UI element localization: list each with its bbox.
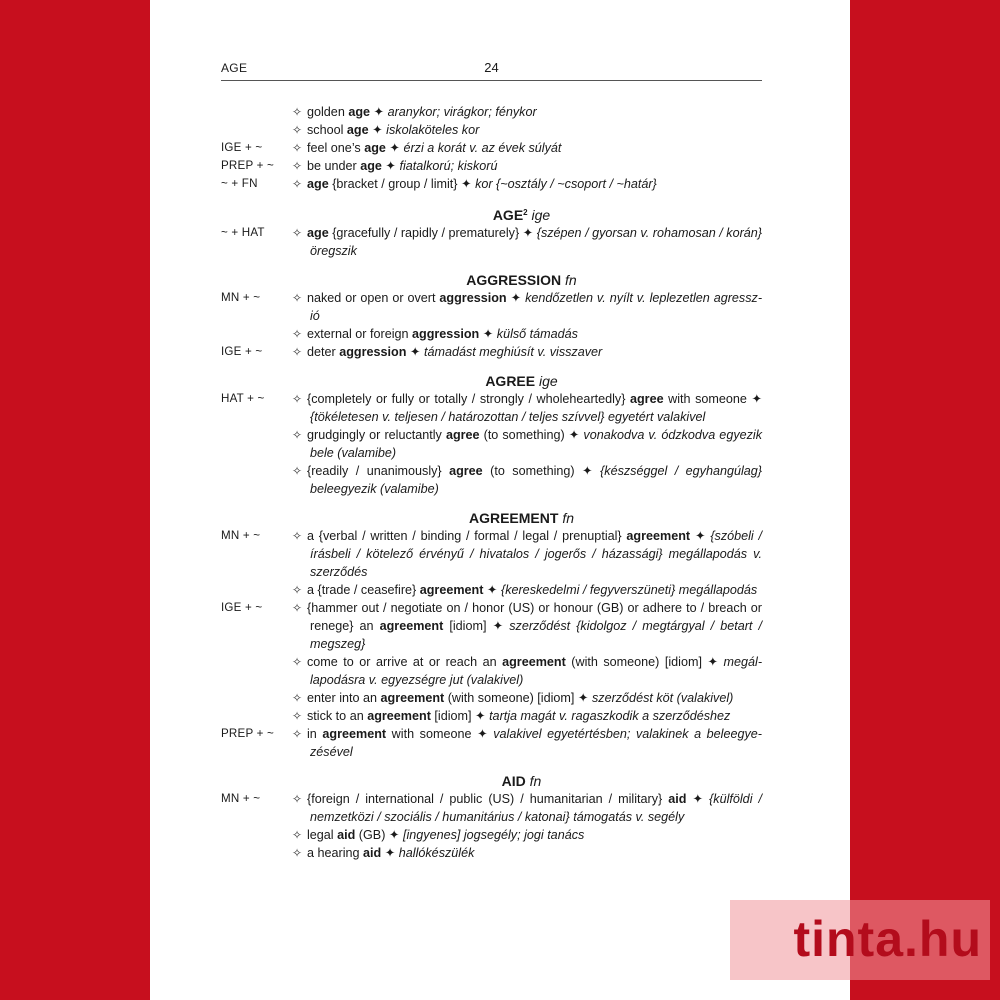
- diamond-bullet-icon: ✧: [292, 327, 303, 341]
- entry-row: [221, 725, 762, 761]
- entry-text: ✧ in agreement with someone ✦ valakivel egyetértésben; valakinek a beleegyezésével: [292, 727, 762, 759]
- headword-text: AGE: [492, 207, 524, 223]
- grammar-label: MN + ~: [221, 291, 261, 304]
- entry-text: ✧ school age ✦ iskolaköteles kor: [292, 123, 480, 137]
- entry-text: ✧ {readily / unanimously} agree (to something) ✦ {készséggel / egyhangúlag} beleegyezik (valamibe): [292, 464, 763, 496]
- grammar-label: PREP + ~: [221, 159, 274, 172]
- entry-row: [221, 707, 762, 725]
- entry-text: ✧ feel one’s age ✦ érzi a korát v. az évek súlyát: [292, 141, 562, 155]
- entry-row: [221, 390, 762, 426]
- entry-row: [221, 844, 762, 862]
- diamond-bullet-icon: ✧: [292, 345, 303, 359]
- grammar-label: ~ + FN: [221, 177, 258, 190]
- entry-row: [221, 289, 762, 325]
- headword-text: AGREEMENT: [468, 510, 559, 526]
- diamond-bullet-icon: ✧: [292, 291, 303, 305]
- entry-text: ✧ {hammer out / negotiate on / honor (US) or honour (GB) or adhere to / breach or renege} an agreement [idiom] ✦ szerződést {kidolgoz / megtárgyal / betart / megszeg}: [292, 601, 763, 651]
- grammar-label: PREP + ~: [221, 727, 274, 740]
- dictionary-page: [150, 0, 850, 1000]
- entry-row: [221, 121, 762, 139]
- entry-text: ✧ external or foreign aggression ✦ külső támadás: [292, 327, 578, 341]
- entry-row: [221, 175, 762, 193]
- entry-text: ✧ be under age ✦ fiatalkorú; kiskorú: [292, 159, 498, 173]
- grammar-label: IGE + ~: [221, 601, 263, 614]
- entry-text: ✧ deter aggression ✦ támadást meghiúsít v. visszaver: [292, 345, 603, 359]
- entry-row: [221, 343, 762, 361]
- page-number: 24: [484, 60, 499, 75]
- grammar-label: MN + ~: [221, 792, 261, 805]
- diamond-bullet-icon: ✧: [292, 123, 303, 137]
- entry-row: [221, 790, 762, 826]
- entry-text: ✧ a {trade / ceasefire} agreement ✦ {kereskedelmi / fegyverszüneti} megállapodás: [292, 583, 758, 597]
- grammar-label: MN + ~: [221, 529, 261, 542]
- diamond-bullet-icon: ✧: [292, 177, 303, 191]
- headword-aggression: [221, 271, 762, 289]
- diamond-bullet-icon: ✧: [292, 655, 303, 669]
- entry-group: [221, 103, 762, 193]
- entry-row: [221, 139, 762, 157]
- entry-row: [221, 826, 762, 844]
- headword-text: AGGRESSION: [466, 272, 562, 288]
- diamond-bullet-icon: ✧: [292, 691, 303, 705]
- entry-text: ✧ a {verbal / written / binding / formal / legal / prenuptial} agreement ✦ {szóbeli / írásbeli / kötelező érvényű / hivatalos / jogerős / házassági} megállapodás v. szerződés: [292, 529, 763, 579]
- entry-text: ✧ a hearing aid ✦ hallókészülék: [292, 846, 475, 860]
- entry-row: [221, 103, 762, 121]
- diamond-bullet-icon: ✧: [292, 828, 303, 842]
- diamond-bullet-icon: ✧: [292, 428, 303, 442]
- entry-group: [221, 790, 762, 862]
- diamond-bullet-icon: ✧: [292, 392, 303, 406]
- entry-group: [221, 527, 762, 761]
- entry-text: ✧ age {bracket / group / limit} ✦ kor {~osztály / ~csoport / ~határ}: [292, 177, 657, 191]
- watermark-text: tinta.hu: [793, 911, 982, 967]
- grammar-label: IGE + ~: [221, 141, 263, 154]
- entry-row: [221, 599, 762, 653]
- entry-group: [221, 224, 762, 260]
- diamond-bullet-icon: ✧: [292, 464, 303, 478]
- headword-agreement: [221, 509, 762, 527]
- entry-row: [221, 157, 762, 175]
- headword-aid: [221, 772, 762, 790]
- entry-group: [221, 390, 762, 498]
- entry-row: [221, 325, 762, 343]
- entry-row: [221, 462, 762, 498]
- diamond-bullet-icon: ✧: [292, 846, 303, 860]
- entry-row: [221, 689, 762, 707]
- entry-text: ✧ enter into an agreement (with someone) [idiom] ✦ szerződést köt (valakivel): [292, 691, 734, 705]
- dictionary-content: [221, 103, 762, 862]
- diamond-bullet-icon: ✧: [292, 583, 303, 597]
- entry-text: ✧ stick to an agreement [idiom] ✦ tartja magát v. ragaszkodik a szerződéshez: [292, 709, 731, 723]
- grammar-label: ~ + HAT: [221, 226, 265, 239]
- diamond-bullet-icon: ✧: [292, 792, 303, 806]
- part-of-speech: fn: [529, 773, 542, 789]
- diamond-bullet-icon: ✧: [292, 601, 303, 615]
- entry-text: ✧ legal aid (GB) ✦ [ingyenes] jogsegély; jogi tanács: [292, 828, 585, 842]
- entry-text: ✧ {completely or fully or totally / strongly / wholeheartedly} agree with someone ✦ {tökéletesen v. teljesen / határozottan / teljes szívvel} egyetért valakivel: [292, 392, 762, 424]
- headword-text: AGREE: [485, 373, 536, 389]
- headword-superscript: 2: [523, 208, 528, 217]
- entry-text: ✧ golden age ✦ aranykor; virágkor; fénykor: [292, 105, 537, 119]
- diamond-bullet-icon: ✧: [292, 529, 303, 543]
- running-head: [221, 60, 762, 81]
- entry-text: ✧ naked or open or overt aggression ✦ kendőzetlen v. nyílt v. leplezetlen agresszió: [292, 291, 763, 323]
- entry-row: [221, 581, 762, 599]
- headword-text: AID: [501, 773, 526, 789]
- part-of-speech: ige: [539, 373, 558, 389]
- diamond-bullet-icon: ✧: [292, 226, 303, 240]
- diamond-bullet-icon: ✧: [292, 159, 303, 173]
- entry-row: [221, 224, 762, 260]
- entry-row: [221, 426, 762, 462]
- grammar-label: HAT + ~: [221, 392, 265, 405]
- diamond-bullet-icon: ✧: [292, 709, 303, 723]
- entry-text: ✧ age {gracefully / rapidly / prematurely} ✦ {szépen / gyorsan v. rohamosan / korán} öregszik: [292, 226, 763, 258]
- entry-text: ✧ grudgingly or reluctantly agree (to something) ✦ vonakodva v. ódzkodva egyezik bele (valamibe): [292, 428, 763, 460]
- entry-text: ✧ {foreign / international / public (US) / humanitarian / military} aid ✦ {külföldi / nemzetközi / szociális / humanitárius / katonai} támogatás v. segély: [292, 792, 763, 824]
- headword-agree: [221, 372, 762, 390]
- watermark-logo: [730, 900, 990, 980]
- entry-row: [221, 653, 762, 689]
- diamond-bullet-icon: ✧: [292, 727, 303, 741]
- entry-row: [221, 527, 762, 581]
- diamond-bullet-icon: ✧: [292, 141, 303, 155]
- headword-age: [221, 204, 762, 224]
- part-of-speech: fn: [562, 510, 575, 526]
- part-of-speech: ige: [531, 207, 551, 223]
- running-head-word: AGE: [221, 61, 248, 75]
- grammar-label: IGE + ~: [221, 345, 263, 358]
- entry-group: [221, 289, 762, 361]
- entry-text: ✧ come to or arrive at or reach an agreement (with someone) [idiom] ✦ megállapodásra v. egyezségre jut (valakivel): [292, 655, 763, 687]
- part-of-speech: fn: [565, 272, 577, 288]
- diamond-bullet-icon: ✧: [292, 105, 303, 119]
